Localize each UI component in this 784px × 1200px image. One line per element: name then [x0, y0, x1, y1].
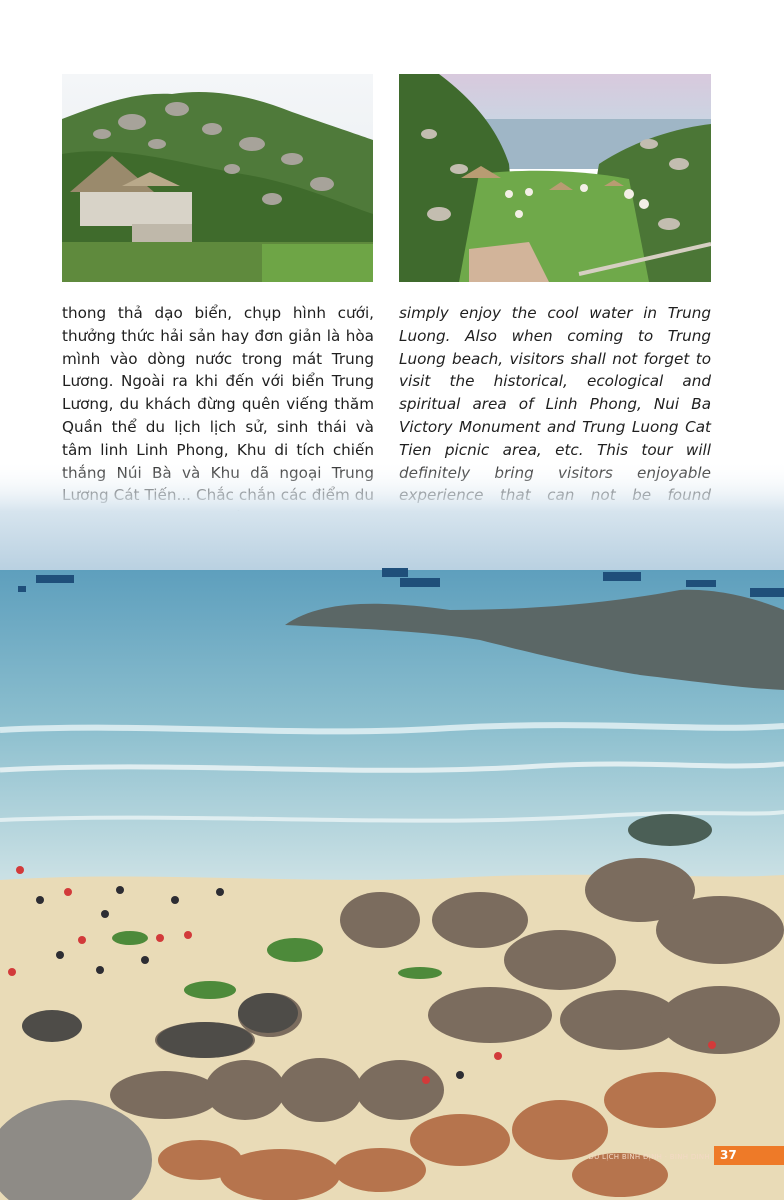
hillside-resort-photo	[62, 74, 373, 282]
vietnamese-paragraph: thong thả dạo biển, chụp hình cưới, thưởng thức hải sản hay đơn giản là hòa mình vào dòng nước trong mát Trung Lương. Ngoài ra khi đến với biển Trung Lương, du khách đừng quên viếng thăm Quần thể du lịch lịch sử, sinh thái và tâm linh Linh Phong, Khu di tích chiến	[62, 304, 374, 459]
trung-luong-beach-photo	[0, 460, 784, 1200]
page-number: 37	[720, 1148, 737, 1162]
english-paragraph: simply enjoy the cool water in Trung Luong. Also when coming to Trung Luong beach, visitors shall not forget to visit the historical, ecological and spiritual area of Linh Phong, Nui Ba Victory Monument and Trung Luong Cat Tien picnic area, etc. This tour will	[399, 304, 711, 459]
page-number-badge	[714, 1146, 784, 1165]
magazine-name: DU LỊCH BÌNH ĐỊNH · BINH DINH	[588, 1153, 710, 1161]
picnic-valley-photo	[399, 74, 711, 282]
